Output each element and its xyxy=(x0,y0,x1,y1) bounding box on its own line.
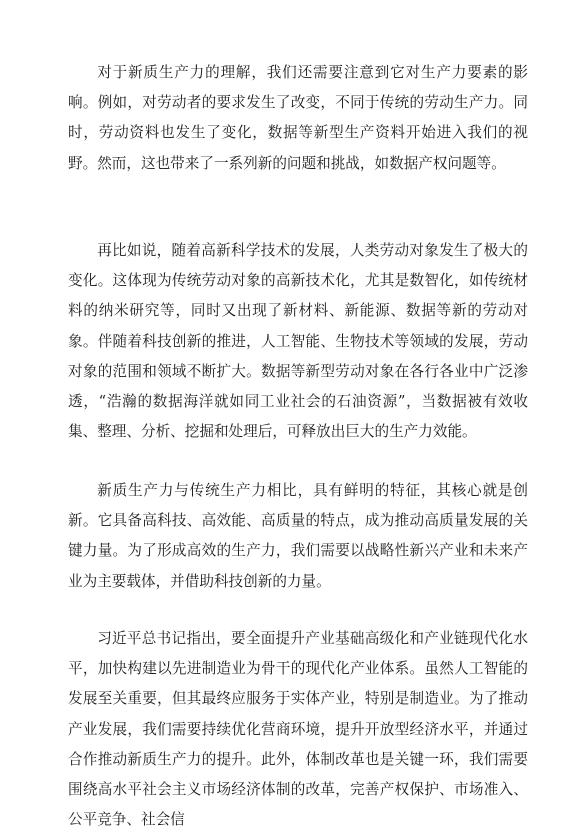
paragraph-2: 再比如说，随着高新科学技术的发展，人类劳动对象发生了极大的变化。这体现为传统劳动对象的高新技术化，尤其是数智化，如传统材料的纳米研究等，同时又出现了新材料、新能源、数据等新的劳动对象。伴随着科技创新的推进，人工智能、生物技术等领域的发展，劳动对象的范围和领域不断扩大。数据等新型劳动对象在各行各业中广泛渗透，“浩瀚的数据海洋就如同工业社会的石油资源”，当数据被有效收集、整理、分析、挖掘和处理后，可释放出巨大的生产力效能。 xyxy=(68,242,528,441)
paragraph-3: 新质生产力与传统生产力相比，具有鲜明的特征，其核心就是创新。它具备高科技、高效能、高质量的特点，成为推动高质量发展的关键力量。为了形成高效的生产力，我们需要以战略性新兴产业和未来产业为主要载体，并借助科技创新的力量。 xyxy=(68,482,528,590)
paragraph-4: 习近平总书记指出，要全面提升产业基础高级化和产业链现代化水平，加快构建以先进制造业为骨干的现代化产业体系。虽然人工智能的发展至关重要，但其最终应服务于实体产业，特别是制造业。为了推动产业发展，我们需要持续优化营商环境，提升开放型经济水平，并通过合作推动新质生产力的提升。此外，体制改革也是关键一环，我们需要围绕高水平社会主义市场经济体制的改革，完善产权保护、市场准入、公平竞争、社会信 xyxy=(68,630,528,829)
paragraph-1: 对于新质生产力的理解，我们还需要注意到它对生产力要素的影响。例如，对劳动者的要求发生了改变，不同于传统的劳动生产力。同时，劳动资料也发生了变化，数据等新型生产资料开始进入我们的视野。然而，这也带来了一系列新的问题和挑战，如数据产权问题等。 xyxy=(68,64,528,172)
